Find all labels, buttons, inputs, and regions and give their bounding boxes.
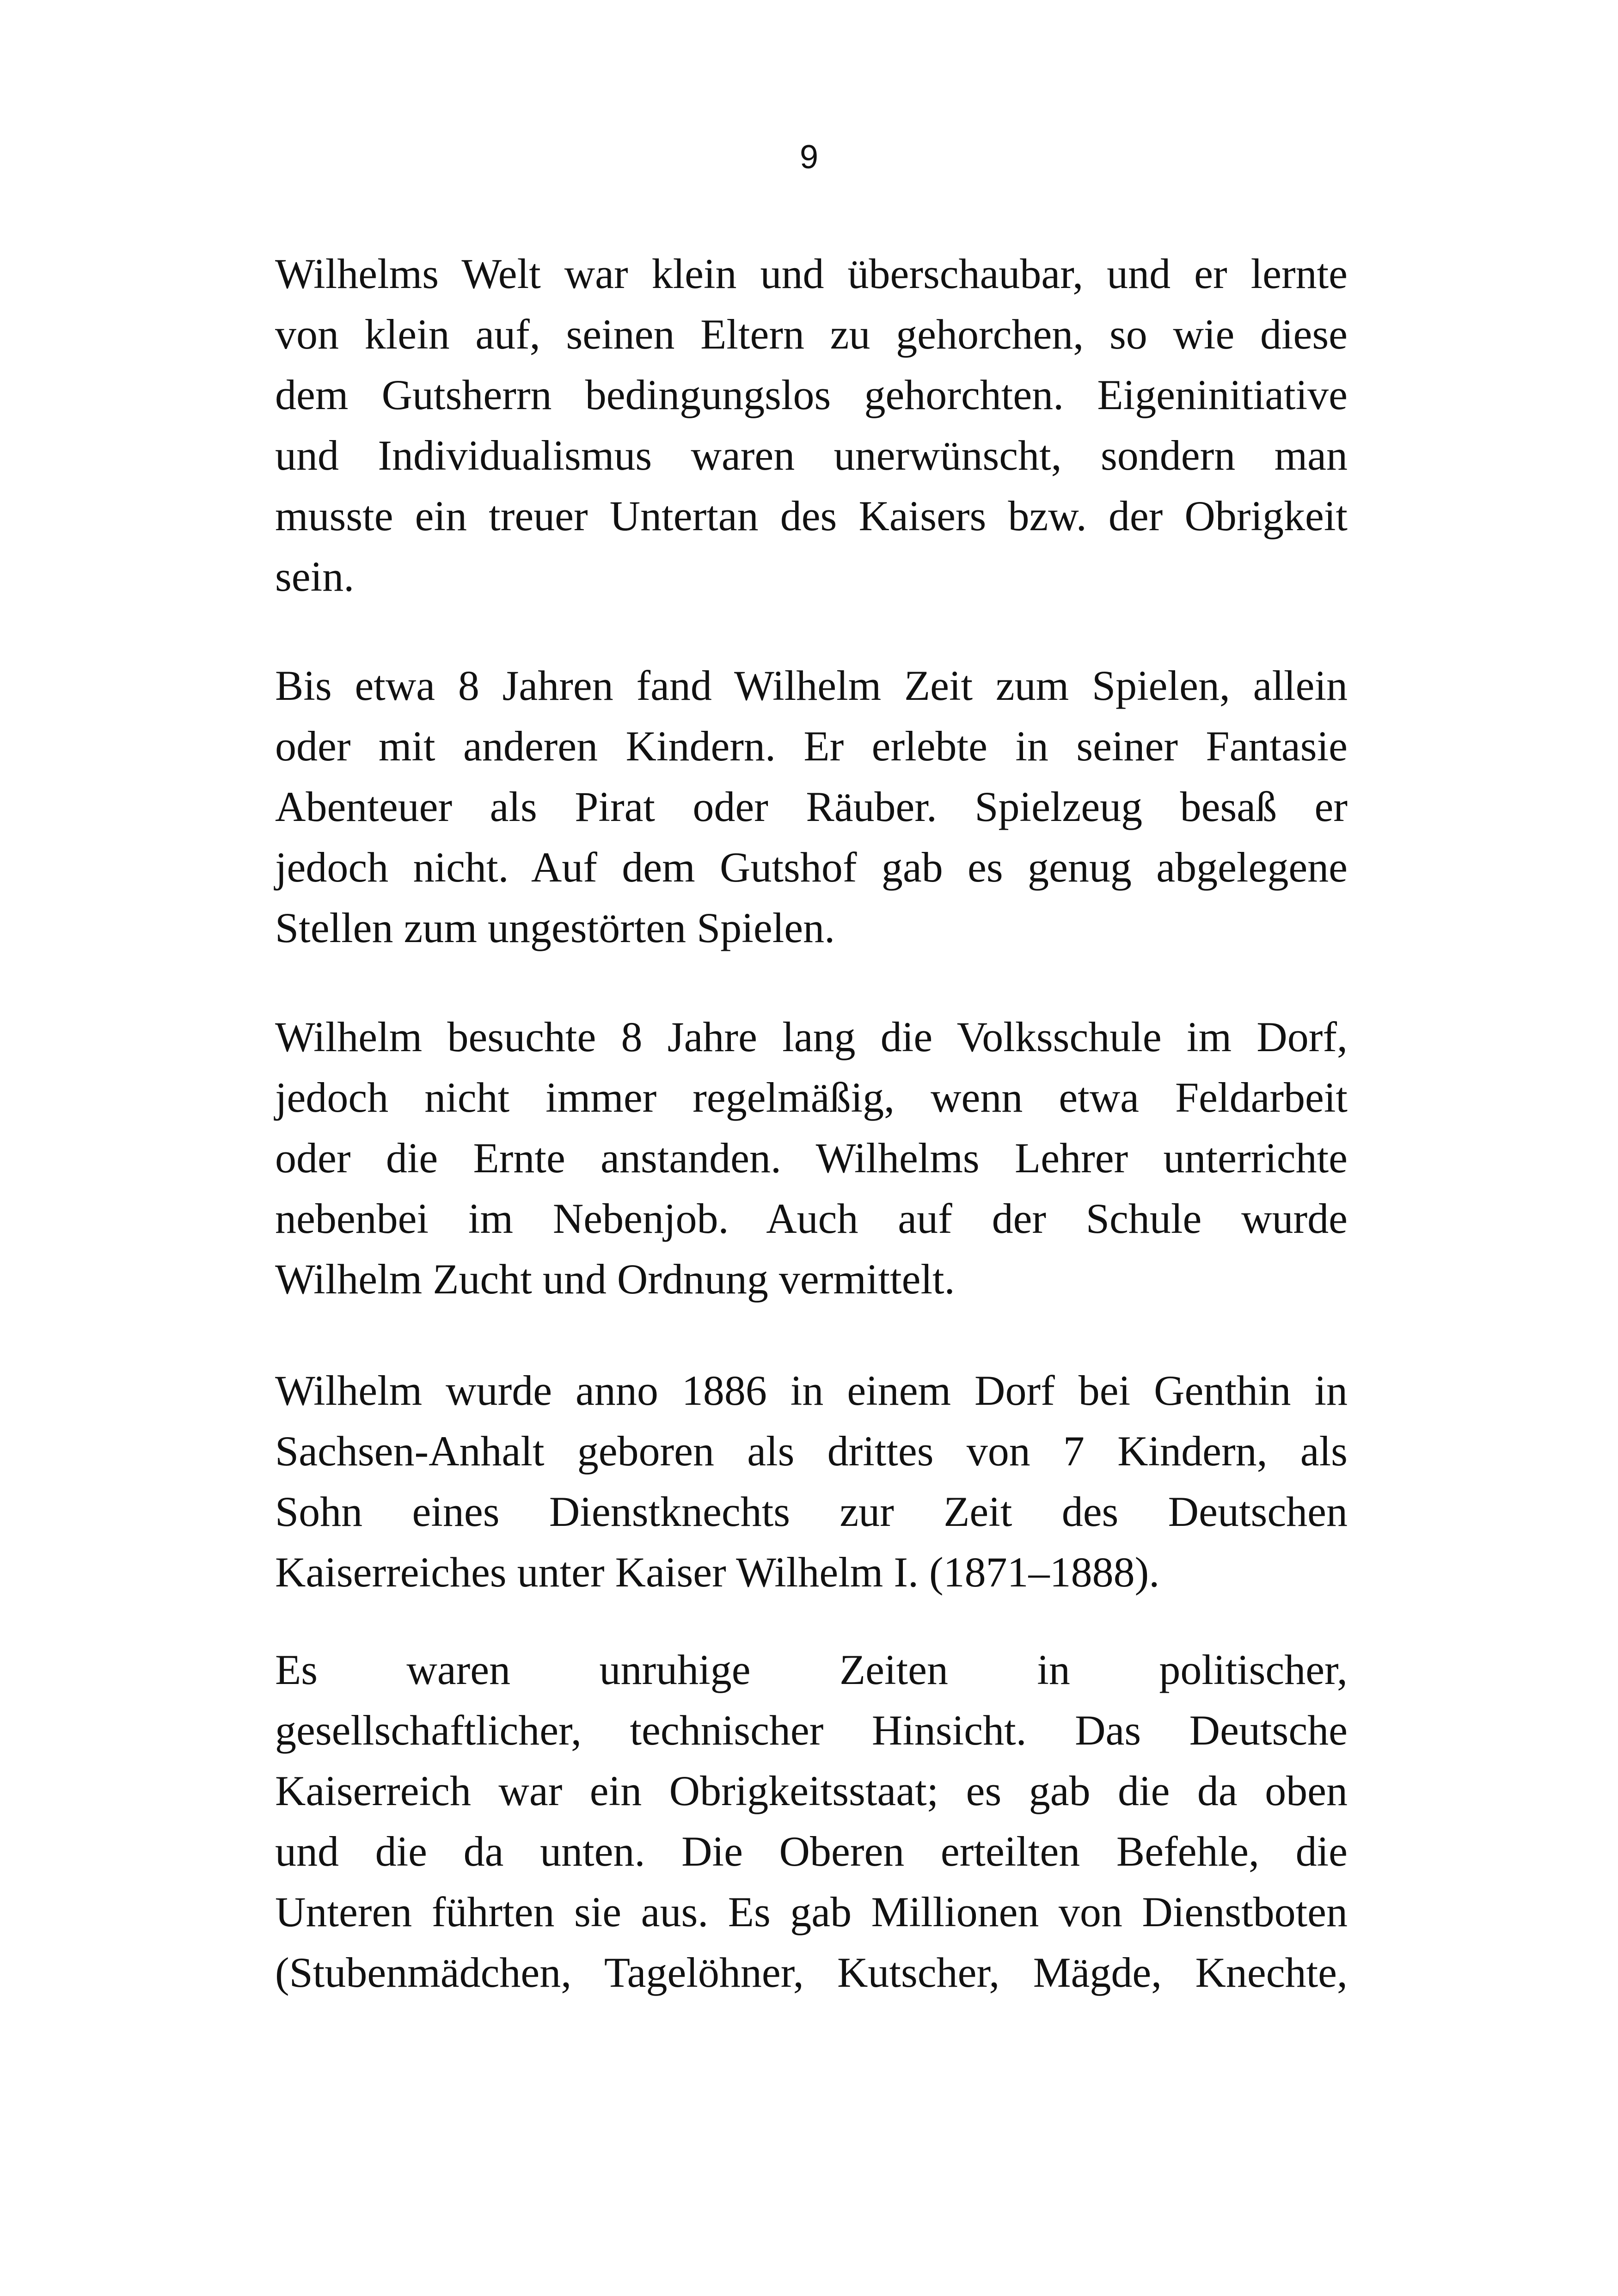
paragraph-2 (275, 655, 1348, 958)
paragraph-line: Kaiserreich war ein Obrigkeitsstaat; es gab die da oben (275, 1767, 1348, 1814)
paragraph-3 (275, 1007, 1348, 1310)
paragraph-4 (275, 1360, 1348, 1603)
paragraph-line: Abenteuer als Pirat oder Räuber. Spielzeug besaß er (275, 783, 1348, 830)
paragraph-line: Bis etwa 8 Jahren fand Wilhelm Zeit zum Spielen, allein (275, 662, 1348, 709)
paragraph-line: gesellschaftlicher, technischer Hinsicht. Das Deutsche (275, 1707, 1348, 1754)
paragraph-line: Es waren unruhige Zeiten in politischer, (275, 1646, 1348, 1693)
paragraph-line: Sohn eines Dienstknechts zur Zeit des Deutschen (275, 1488, 1348, 1535)
paragraph-line: sein. (275, 553, 355, 600)
paragraph-line: Wilhelm besuchte 8 Jahre lang die Volksschule im Dorf, (275, 1013, 1348, 1060)
paragraph-line: Wilhelm Zucht und Ordnung vermittelt. (275, 1255, 955, 1303)
paragraph-line: Wilhelm wurde anno 1886 in einem Dorf bei Genthin in (275, 1367, 1348, 1414)
paragraph-line: jedoch nicht. Auf dem Gutshof gab es genug abgelegene (275, 844, 1348, 891)
paragraph-line: Unteren führten sie aus. Es gab Millionen von Dienstboten (275, 1888, 1348, 1935)
paragraph-line: und Individualismus waren unerwünscht, sondern man (275, 432, 1348, 479)
paragraph-line: oder die Ernte anstanden. Wilhelms Lehrer unterrichte (275, 1134, 1348, 1182)
paragraph-line: dem Gutsherrn bedingungslos gehorchten. Eigeninitiative (275, 371, 1348, 418)
paragraph-line: von klein auf, seinen Eltern zu gehorchen, so wie diese (275, 311, 1348, 358)
paragraph-line: jedoch nicht immer regelmäßig, wenn etwa Feldarbeit (275, 1074, 1348, 1121)
paragraph-line: Sachsen-Anhalt geboren als drittes von 7 Kindern, als (275, 1427, 1348, 1475)
paragraph-1 (275, 244, 1348, 607)
paragraph-line: (Stubenmädchen, Tagelöhner, Kutscher, Mägde, Knechte, (275, 1949, 1348, 1996)
paragraph-line: und die da unten. Die Oberen erteilten Befehle, die (275, 1828, 1348, 1875)
paragraph-line: Wilhelms Welt war klein und überschaubar, und er lernte (275, 250, 1348, 297)
paragraph-5 (275, 1640, 1348, 2003)
paragraph-line: oder mit anderen Kindern. Er erlebte in seiner Fantasie (275, 722, 1348, 770)
paragraph-line: musste ein treuer Untertan des Kaisers bzw. der Obrigkeit (275, 492, 1348, 539)
paragraph-line: Stellen zum ungestörten Spielen. (275, 904, 835, 951)
paragraph-line: Kaiserreiches unter Kaiser Wilhelm I. (1871–1888). (275, 1549, 1160, 1596)
page-number: 9 (799, 139, 819, 176)
paragraph-line: nebenbei im Nebenjob. Auch auf der Schule wurde (275, 1195, 1348, 1242)
